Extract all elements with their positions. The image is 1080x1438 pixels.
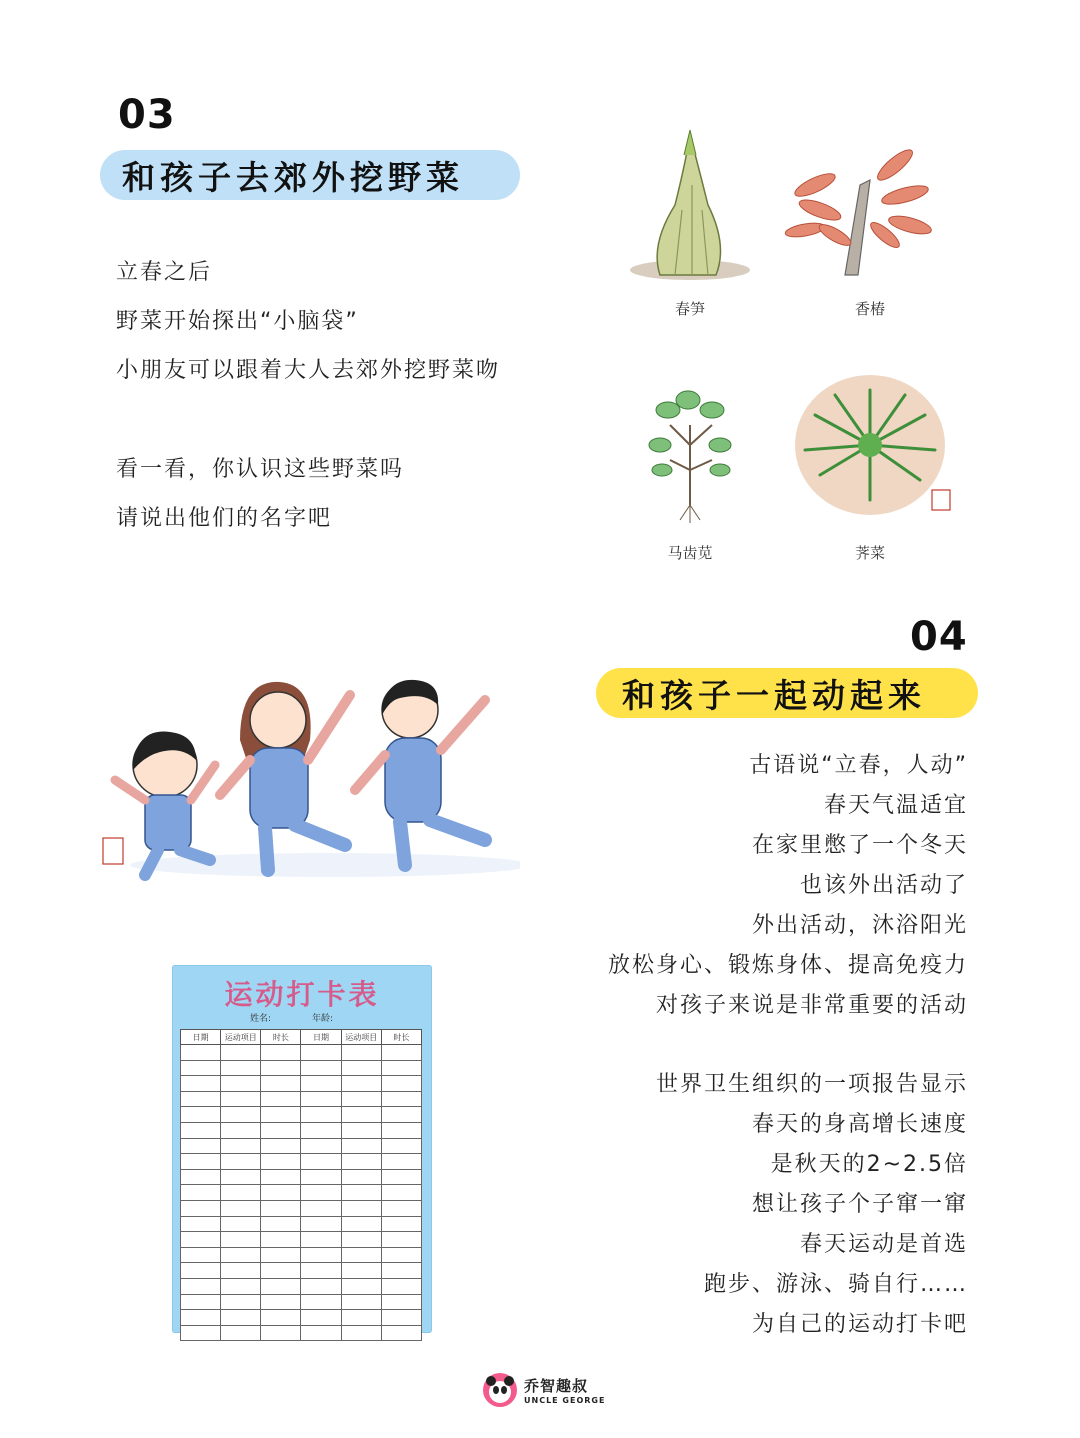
- checkin-cell: [261, 1138, 301, 1154]
- checkin-cell: [221, 1200, 261, 1216]
- checkin-blank-row: [181, 1247, 422, 1263]
- brand-logo: [482, 1372, 605, 1408]
- text-line: 放松身心、锻炼身体、提高免疫力: [607, 953, 968, 978]
- wild-vegetables-illustration: [620, 125, 970, 545]
- checkin-cell: [301, 1045, 341, 1061]
- checkin-cell: [301, 1278, 341, 1294]
- checkin-cell: [221, 1216, 261, 1232]
- section3-paragraph-1: [116, 248, 500, 395]
- checkin-cell: [301, 1060, 341, 1076]
- text-line: 小朋友可以跟着大人去郊外挖野菜吻: [116, 358, 501, 383]
- text-line: 对孩子来说是非常重要的活动: [655, 993, 968, 1018]
- checkin-cell: [221, 1045, 261, 1061]
- checkin-cell: [181, 1091, 221, 1107]
- checkin-cell: [181, 1216, 221, 1232]
- checkin-cell: [381, 1169, 421, 1185]
- checkin-cell: [261, 1200, 301, 1216]
- checkin-blank-row: [181, 1216, 422, 1232]
- checkin-cell: [341, 1091, 381, 1107]
- checkin-cell: [261, 1154, 301, 1170]
- text-line: 外出活动，沐浴阳光: [751, 913, 968, 938]
- checkin-cell: [181, 1122, 221, 1138]
- checkin-cell: [381, 1154, 421, 1170]
- checkin-cell: [261, 1107, 301, 1123]
- checkin-blank-row: [181, 1122, 422, 1138]
- checkin-blank-row: [181, 1325, 422, 1341]
- checkin-cell: [341, 1060, 381, 1076]
- checkin-blank-row: [181, 1310, 422, 1326]
- text-line: 古语说“立春，人动”: [749, 753, 968, 778]
- checkin-rows: [181, 1045, 422, 1341]
- checkin-blank-row: [181, 1200, 422, 1216]
- checkin-blank-row: [181, 1091, 422, 1107]
- checkin-cell: [181, 1076, 221, 1092]
- checkin-cell: [341, 1076, 381, 1092]
- column-header: 时长: [381, 1030, 421, 1045]
- checkin-cell: [381, 1263, 421, 1279]
- checkin-cell: [181, 1200, 221, 1216]
- kid-illustration: [115, 732, 215, 875]
- checkin-cell: [341, 1200, 381, 1216]
- plant-label-toon: 香椿: [854, 300, 885, 318]
- kids-exercising-illustration: [100, 660, 520, 890]
- checkin-cell: [341, 1247, 381, 1263]
- boy-illustration: [355, 680, 485, 865]
- checkin-cell: [301, 1169, 341, 1185]
- checkin-blank-row: [181, 1076, 422, 1092]
- checkin-cell: [181, 1247, 221, 1263]
- checkin-cell: [301, 1200, 341, 1216]
- checkin-cell: [181, 1060, 221, 1076]
- checkin-cell: [221, 1091, 261, 1107]
- checkin-cell: [341, 1278, 381, 1294]
- checkin-cell: [381, 1247, 421, 1263]
- checkin-cell: [181, 1278, 221, 1294]
- text-line: 在家里憋了一个冬天: [751, 833, 968, 858]
- bamboo-shoot-illustration: [630, 130, 750, 280]
- section4-paragraph-1: [608, 746, 968, 1026]
- checkin-cell: [261, 1060, 301, 1076]
- checkin-cell: [341, 1263, 381, 1279]
- checkin-blank-row: [181, 1185, 422, 1201]
- toon-illustration: [784, 145, 933, 275]
- checkin-cell: [221, 1169, 261, 1185]
- checkin-cell: [261, 1278, 301, 1294]
- text-line: 也该外出活动了: [799, 873, 968, 898]
- section4-number: 04: [910, 614, 968, 660]
- panda-icon: [482, 1372, 518, 1408]
- checkin-cell: [261, 1216, 301, 1232]
- column-header: 运动项目: [341, 1030, 381, 1045]
- checkin-cell: [221, 1294, 261, 1310]
- mom-illustration: [220, 682, 350, 870]
- checkin-cell: [261, 1045, 301, 1061]
- checkin-name-label: 姓名:: [250, 1014, 272, 1024]
- checkin-cell: [301, 1263, 341, 1279]
- checkin-cell: [301, 1216, 341, 1232]
- checkin-cell: [261, 1263, 301, 1279]
- section4-title-banner: [596, 668, 978, 718]
- brand-name: 乔智趣叔: [524, 1377, 589, 1395]
- checkin-blank-row: [181, 1138, 422, 1154]
- checkin-cell: [381, 1076, 421, 1092]
- checkin-cell: [341, 1294, 381, 1310]
- checkin-cell: [221, 1122, 261, 1138]
- checkin-cell: [221, 1185, 261, 1201]
- checkin-cell: [341, 1122, 381, 1138]
- text-line: 看一看，你认识这些野菜吗: [116, 457, 405, 482]
- checkin-cell: [261, 1122, 301, 1138]
- checkin-cell: [381, 1185, 421, 1201]
- checkin-cell: [181, 1154, 221, 1170]
- checkin-cell: [301, 1076, 341, 1092]
- checkin-cell: [381, 1122, 421, 1138]
- checkin-cell: [381, 1310, 421, 1326]
- checkin-cell: [381, 1107, 421, 1123]
- checkin-cell: [381, 1232, 421, 1248]
- text-line: 是秋天的2~2.5倍: [770, 1152, 968, 1177]
- plant-label-purslane: 马齿苋: [667, 544, 713, 562]
- checkin-cell: [261, 1294, 301, 1310]
- checkin-cell: [381, 1294, 421, 1310]
- section3-title-banner: [100, 150, 520, 200]
- checkin-blank-row: [181, 1232, 422, 1248]
- checkin-cell: [301, 1325, 341, 1341]
- section4-paragraph-2: [656, 1065, 968, 1345]
- checkin-table: [180, 1029, 422, 1341]
- text-line: 春天的身高增长速度: [751, 1112, 968, 1137]
- checkin-cell: [181, 1325, 221, 1341]
- column-header: 时长: [261, 1030, 301, 1045]
- plant-label-shepherds-purse: 荠菜: [854, 544, 885, 562]
- text-line: 跑步、游泳、骑自行……: [703, 1272, 968, 1297]
- text-line: 想让孩子个子窜一窜: [751, 1192, 968, 1217]
- shepherds-purse-illustration: [795, 375, 950, 515]
- checkin-cell: [301, 1247, 341, 1263]
- checkin-cell: [261, 1185, 301, 1201]
- checkin-cell: [181, 1232, 221, 1248]
- text-line: 春天运动是首选: [799, 1232, 968, 1257]
- text-line: 为自己的运动打卡吧: [751, 1312, 968, 1337]
- checkin-cell: [261, 1076, 301, 1092]
- checkin-cell: [221, 1325, 261, 1341]
- checkin-cell: [221, 1232, 261, 1248]
- column-header: 日期: [181, 1030, 221, 1045]
- checkin-sheet-title: 运动打卡表: [224, 978, 380, 1011]
- checkin-cell: [301, 1154, 341, 1170]
- checkin-cell: [221, 1107, 261, 1123]
- checkin-cell: [261, 1169, 301, 1185]
- checkin-cell: [221, 1278, 261, 1294]
- checkin-cell: [301, 1091, 341, 1107]
- checkin-cell: [221, 1076, 261, 1092]
- checkin-cell: [261, 1325, 301, 1341]
- checkin-cell: [341, 1325, 381, 1341]
- checkin-cell: [301, 1107, 341, 1123]
- section3-title: 和孩子去郊外挖野菜: [122, 157, 464, 197]
- checkin-cell: [261, 1247, 301, 1263]
- checkin-cell: [341, 1310, 381, 1326]
- section4-title: 和孩子一起动起来: [622, 675, 926, 715]
- checkin-cell: [221, 1138, 261, 1154]
- checkin-blank-row: [181, 1045, 422, 1061]
- checkin-cell: [381, 1200, 421, 1216]
- checkin-cell: [181, 1169, 221, 1185]
- text-line: 野菜开始探出“小脑袋”: [116, 309, 359, 334]
- column-header: 日期: [301, 1030, 341, 1045]
- checkin-blank-row: [181, 1169, 422, 1185]
- checkin-cell: [181, 1185, 221, 1201]
- column-header: 运动项目: [221, 1030, 261, 1045]
- checkin-cell: [181, 1138, 221, 1154]
- checkin-cell: [381, 1325, 421, 1341]
- checkin-cell: [381, 1060, 421, 1076]
- checkin-blank-row: [181, 1060, 422, 1076]
- checkin-cell: [341, 1154, 381, 1170]
- purslane-illustration: [649, 391, 731, 523]
- checkin-blank-row: [181, 1294, 422, 1310]
- checkin-cell: [381, 1045, 421, 1061]
- checkin-blank-row: [181, 1263, 422, 1279]
- checkin-cell: [301, 1185, 341, 1201]
- text-line: 立春之后: [116, 260, 213, 285]
- text-line: 请说出他们的名字吧: [116, 506, 333, 531]
- checkin-cell: [261, 1091, 301, 1107]
- checkin-cell: [341, 1216, 381, 1232]
- text-line: 世界卫生组织的一项报告显示: [655, 1072, 968, 1097]
- section3-paragraph-2: [116, 445, 404, 543]
- checkin-cell: [301, 1294, 341, 1310]
- checkin-cell: [221, 1060, 261, 1076]
- checkin-cell: [221, 1247, 261, 1263]
- checkin-cell: [301, 1138, 341, 1154]
- checkin-header-row: [181, 1030, 422, 1045]
- text-line: 春天气温适宜: [823, 793, 968, 818]
- checkin-cell: [381, 1091, 421, 1107]
- checkin-cell: [381, 1216, 421, 1232]
- checkin-cell: [181, 1310, 221, 1326]
- checkin-cell: [341, 1185, 381, 1201]
- checkin-cell: [181, 1107, 221, 1123]
- checkin-cell: [221, 1263, 261, 1279]
- checkin-cell: [181, 1263, 221, 1279]
- checkin-cell: [301, 1122, 341, 1138]
- checkin-cell: [341, 1138, 381, 1154]
- checkin-blank-row: [181, 1107, 422, 1123]
- checkin-cell: [381, 1278, 421, 1294]
- checkin-cell: [221, 1310, 261, 1326]
- checkin-blank-row: [181, 1278, 422, 1294]
- checkin-cell: [341, 1107, 381, 1123]
- section3-number: 03: [118, 92, 176, 138]
- checkin-blank-row: [181, 1154, 422, 1170]
- checkin-cell: [341, 1045, 381, 1061]
- checkin-cell: [261, 1310, 301, 1326]
- checkin-cell: [181, 1294, 221, 1310]
- checkin-cell: [181, 1045, 221, 1061]
- checkin-cell: [261, 1232, 301, 1248]
- checkin-age-label: 年龄:: [312, 1014, 334, 1024]
- checkin-cell: [341, 1232, 381, 1248]
- exercise-checkin-sheet: [172, 965, 432, 1333]
- brand-subname: UNCLE GEORGE: [524, 1396, 606, 1405]
- checkin-cell: [301, 1232, 341, 1248]
- checkin-cell: [381, 1138, 421, 1154]
- checkin-cell: [301, 1310, 341, 1326]
- checkin-cell: [341, 1169, 381, 1185]
- checkin-cell: [221, 1154, 261, 1170]
- plant-label-bamboo-shoot: 春笋: [674, 300, 705, 318]
